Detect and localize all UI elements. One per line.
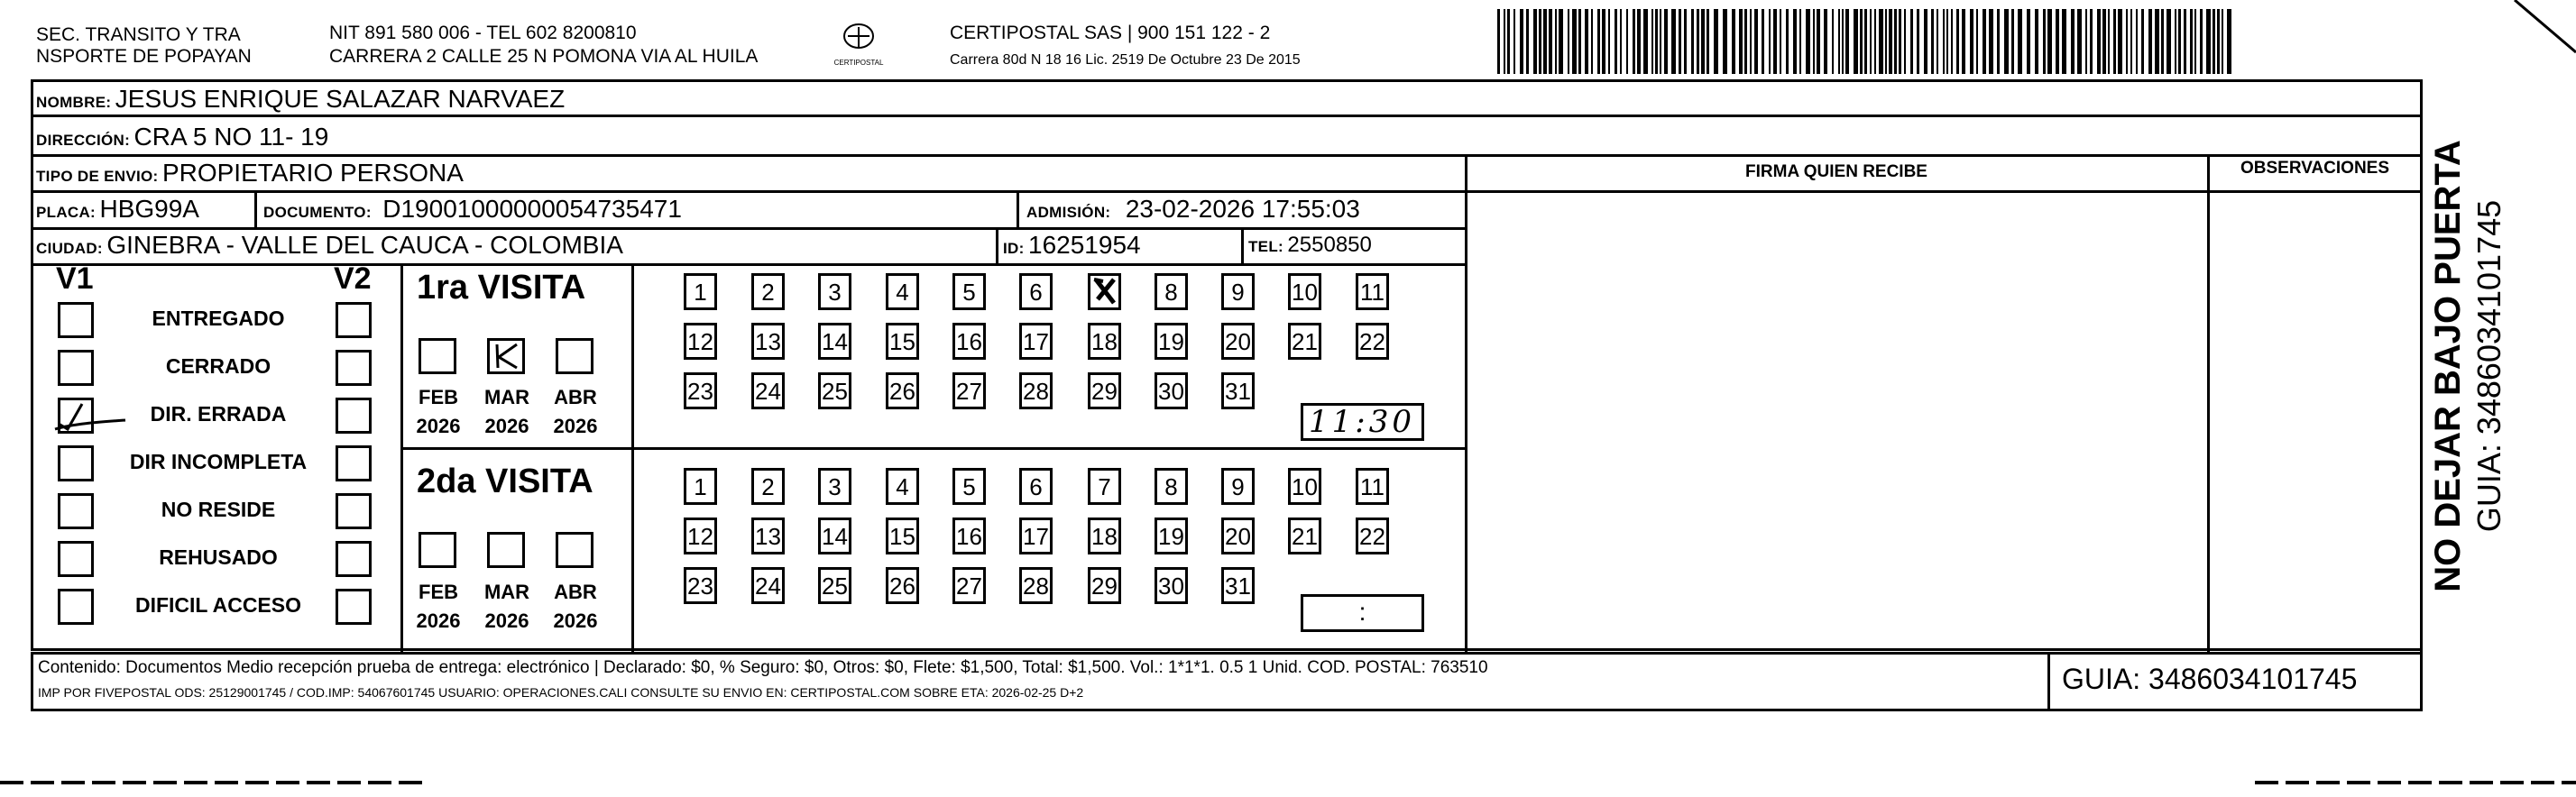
visit2-day-10[interactable]: 10 (1288, 468, 1321, 505)
barcode-bar (1924, 9, 1927, 74)
barcode-bar (2085, 9, 2087, 74)
barcode-bar (1732, 9, 1735, 74)
visit2-day-14[interactable]: 14 (818, 518, 851, 554)
barcode-bar (1744, 9, 1747, 74)
barcode-bar (1845, 9, 1849, 74)
v2-checkbox-dificil-acceso[interactable] (336, 589, 372, 625)
visit1-year-feb: 2026 (416, 415, 461, 437)
v2-label: V2 (334, 261, 372, 296)
barcode-bar (1842, 9, 1844, 74)
visit2-month-mar-box[interactable] (487, 532, 525, 568)
visit2-day-23[interactable]: 23 (684, 567, 717, 604)
barcode-bar (1679, 9, 1681, 74)
barcode-bar (1626, 9, 1628, 74)
visit2-day-15[interactable]: 15 (886, 518, 919, 554)
recipient-address: CRA 5 NO 11- 19 (133, 123, 329, 151)
visit2-month-mar-label: MAR (483, 581, 530, 603)
barcode-bar (1549, 9, 1552, 74)
barcode-bar (1513, 9, 1515, 74)
footer-guide-number: GUIA: 3486034101745 (2062, 663, 2358, 695)
barcode-bar (1543, 9, 1547, 74)
visit2-time-placeholder: : (1358, 598, 1366, 626)
v1-checkbox-dificil-acceso[interactable] (58, 589, 94, 625)
visit1-month-abr-box[interactable] (556, 338, 593, 374)
barcode-bar (1637, 9, 1641, 74)
visit2-year-abr: 2026 (553, 609, 598, 632)
visit1-day-19[interactable]: 19 (1155, 323, 1188, 360)
barcode-bar (1864, 9, 1867, 74)
barcode-bar (1504, 9, 1505, 74)
visit2-day-29[interactable]: 29 (1088, 567, 1121, 604)
barcode-bar (2190, 9, 2193, 74)
visit1-day-28[interactable]: 28 (1019, 372, 1053, 409)
barcode-bar (1697, 9, 1699, 74)
barcode-bar (1585, 9, 1588, 74)
visit2-day-6[interactable]: 6 (1019, 468, 1053, 505)
barcode-bar (2130, 9, 2132, 74)
reason-rehusado: REHUSADO (159, 545, 278, 569)
name-label: NOMBRE: (36, 94, 112, 111)
visit2-day-28[interactable]: 28 (1019, 567, 1053, 604)
barcode-bar (2175, 9, 2176, 74)
barcode-bar (2227, 9, 2231, 74)
city-cell (36, 231, 623, 264)
visit2-month-abr-label: ABR (554, 581, 597, 603)
barcode-bar (1555, 9, 1557, 74)
barcode-bar (1962, 9, 1965, 74)
barcode-bar (1879, 9, 1883, 74)
barcode-bar (1526, 9, 1529, 74)
barcode-bar (2043, 9, 2046, 74)
visit2-day-11[interactable]: 11 (1356, 468, 1389, 505)
visit1-month-mar-label: MAR (483, 386, 530, 408)
barcode-bar (2102, 9, 2106, 74)
barcode-bar (1813, 9, 1815, 74)
visit1-day-18[interactable]: 18 (1088, 323, 1121, 360)
logo-text: CERTIPOSTAL (834, 59, 884, 67)
visit1-day-1[interactable]: 1 (684, 273, 717, 310)
barcode-bar (2136, 9, 2138, 74)
visit1-day-5[interactable]: 5 (952, 273, 986, 310)
barcode-bar (1651, 9, 1653, 74)
barcode-bar (1874, 9, 1876, 74)
barcode-bar (1684, 9, 1687, 74)
visit2-day-13[interactable]: 13 (751, 518, 785, 554)
barcode-bar (1633, 9, 1635, 74)
visit2-day-22[interactable]: 22 (1356, 518, 1389, 554)
handwritten-k-mark-icon (490, 341, 522, 371)
visit2-day-31[interactable]: 31 (1221, 567, 1255, 604)
barcode-bar (1799, 9, 1801, 74)
barcode-bar (1773, 9, 1777, 74)
visit1-day-4[interactable]: 4 (886, 273, 919, 310)
barcode-bar (2077, 9, 2082, 74)
barcode-bar (1769, 9, 1771, 74)
barcode-bar (1578, 9, 1581, 74)
barcode-bar (2047, 9, 2052, 74)
v2-checkbox-rehusado[interactable] (336, 541, 372, 577)
visit2-day-5[interactable]: 5 (952, 468, 986, 505)
visit2-month-feb-box[interactable] (419, 532, 456, 568)
barcode-bar (2056, 9, 2059, 74)
city-label: CIUDAD: (36, 240, 103, 257)
visit1-day-12[interactable]: 12 (684, 323, 717, 360)
side-guide-number: GUIA: 3486034101745 (2470, 199, 2507, 533)
tel-number: 2550850 (1287, 233, 1372, 257)
visit1-day-13[interactable]: 13 (751, 323, 785, 360)
certipostal-logo (834, 18, 884, 70)
v1-checkbox-entregado[interactable] (58, 302, 94, 338)
barcode-bar (1597, 9, 1600, 74)
document-cell (263, 195, 682, 228)
visit2-day-26[interactable]: 26 (886, 567, 919, 604)
barcode-bar (1520, 9, 1523, 74)
barcode-bar (2184, 9, 2186, 74)
barcode-bar (1931, 9, 1934, 74)
barcode-bar (2090, 9, 2093, 74)
visit1-day-16[interactable]: 16 (952, 323, 986, 360)
observations-column-header: OBSERVACIONES (2240, 159, 2390, 178)
contents-line: Contenido: Documentos Medio recepción prueba de entrega: electrónico | Declarado: $0, % Seguro: $0, Otros: $0, Flete: $1,500, Total: $1,500. Vol.: 1*1*1. 0.5 1 Unid. COD. POSTAL: 763510 (38, 658, 1488, 677)
visit1-day-27[interactable]: 27 (952, 372, 986, 409)
barcode-bar (2071, 9, 2075, 74)
visit1-month-mar-box[interactable] (487, 338, 525, 374)
barcode-bar (2018, 9, 2022, 74)
id-cell (1003, 231, 1141, 264)
document-number: D19001000000054735471 (382, 195, 682, 223)
visit1-time-box[interactable] (1301, 403, 1424, 441)
barcode-bar (1838, 9, 1840, 74)
visit1-day-15[interactable]: 15 (886, 323, 919, 360)
visit2-day-1[interactable]: 1 (684, 468, 717, 505)
barcode-bar (2035, 9, 2038, 74)
visit1-day-8[interactable]: 8 (1155, 273, 1188, 310)
barcode-bar (1615, 9, 1617, 74)
reason-dir-errada: DIR. ERRADA (150, 402, 287, 426)
barcode-bar (1860, 9, 1863, 74)
visit2-day-2[interactable]: 2 (751, 468, 785, 505)
barcode-bar (1660, 9, 1661, 74)
barcode-bar (1568, 9, 1569, 74)
signature-column-header: FIRMA QUIEN RECIBE (1745, 162, 1927, 181)
city: GINEBRA - VALLE DEL CAUCA - COLOMBIA (106, 231, 623, 259)
visit2-day-12[interactable]: 12 (684, 518, 717, 554)
visit2-title: 2da VISITA (417, 463, 593, 500)
visit1-day-26[interactable]: 26 (886, 372, 919, 409)
v2-checkbox-dir-errada[interactable] (336, 398, 372, 434)
tear-line-left (0, 781, 424, 784)
visit2-day-3[interactable]: 3 (818, 468, 851, 505)
barcode-bar (1780, 9, 1781, 74)
barcode-bar (1956, 9, 1959, 74)
barcode-bar (2178, 9, 2181, 74)
v2-checkbox-dir-incompleta[interactable] (336, 445, 372, 481)
barcode-bar (1817, 9, 1820, 74)
license-line: Carrera 80d N 18 16 Lic. 2519 De Octubre 23 De 2015 (950, 52, 1301, 68)
visit2-month-feb-label: FEB (419, 581, 458, 603)
barcode-bar (1824, 9, 1827, 74)
barcode-bar (2118, 9, 2122, 74)
plate-cell (36, 195, 199, 228)
barcode-bar (1497, 9, 1500, 74)
visit1-day-30[interactable]: 30 (1155, 372, 1188, 409)
barcode-bar (2222, 9, 2223, 74)
visit2-day-7[interactable]: 7 (1088, 468, 1121, 505)
tel-label: TEL: (1248, 238, 1283, 255)
barcode-bar (2004, 9, 2009, 74)
barcode-bar (1894, 9, 1897, 74)
visit1-time-handwritten: 11:30 (1309, 404, 1415, 440)
barcode-bar (1946, 9, 1948, 74)
barcode-bar (1937, 9, 1938, 74)
barcode-bar (1602, 9, 1605, 74)
nit-line: NIT 891 580 006 - TEL 602 8200810 (329, 23, 637, 43)
barcode-bar (1707, 9, 1709, 74)
barcode-bar (1793, 9, 1797, 74)
visit2-day-16[interactable]: 16 (952, 518, 986, 554)
barcode-bar (1970, 9, 1973, 74)
reason-entregado: ENTREGADO (152, 307, 285, 330)
visit1-day-24[interactable]: 24 (751, 372, 785, 409)
visit2-day-8[interactable]: 8 (1155, 468, 1188, 505)
v2-checkbox-no-reside[interactable] (336, 493, 372, 529)
v1-checkbox-dir-incompleta[interactable] (58, 445, 94, 481)
admission-label: ADMISIÓN: (1026, 204, 1111, 221)
id-number: 16251954 (1028, 231, 1141, 259)
address-line: CARRERA 2 CALLE 25 N POMONA VIA AL HUILA (329, 46, 759, 67)
visit1-day-10[interactable]: 10 (1288, 273, 1321, 310)
visit2-day-9[interactable]: 9 (1221, 468, 1255, 505)
tel-cell (1248, 231, 1372, 262)
v2-checkbox-cerrado[interactable] (336, 350, 372, 386)
barcode-bar (1754, 9, 1758, 74)
barcode-bar (2206, 9, 2211, 74)
barcode-bar (2011, 9, 2014, 74)
barcode-bar (1620, 9, 1622, 74)
barcode-bar (1664, 9, 1668, 74)
barcode-bar (2167, 9, 2171, 74)
visit1-day-14[interactable]: 14 (818, 323, 851, 360)
visit1-year-abr: 2026 (553, 415, 598, 437)
visit1-day-7[interactable] (1088, 273, 1121, 310)
address-label: DIRECCIÓN: (36, 132, 131, 149)
barcode-bar (2148, 9, 2152, 74)
v1-checkbox-dir-errada[interactable] (58, 398, 94, 434)
visit1-day-2[interactable]: 2 (751, 273, 785, 310)
name-row (36, 85, 565, 118)
v1-checkbox-rehusado[interactable] (58, 541, 94, 577)
plate: HBG99A (99, 195, 199, 223)
barcode-bar (1806, 9, 1810, 74)
barcode-bar (1701, 9, 1705, 74)
visit2-year-feb: 2026 (416, 609, 461, 632)
barcode-bar (1854, 9, 1858, 74)
barcode-bar (2113, 9, 2116, 74)
barcode-bar (2027, 9, 2030, 74)
barcode-bar (1723, 9, 1727, 74)
barcode-bar (1762, 9, 1764, 74)
visit1-title: 1ra VISITA (417, 269, 586, 307)
send-type-label: TIPO DE ENVIO: (36, 168, 159, 185)
visit2-day-4[interactable]: 4 (886, 468, 919, 505)
admission-cell (1026, 195, 1360, 228)
handwritten-check-icon (55, 397, 109, 433)
document-label: DOCUMENTO: (263, 204, 372, 221)
visit1-day-6[interactable]: 6 (1019, 273, 1053, 310)
barcode-bar (1943, 9, 1945, 74)
visit1-day-20[interactable]: 20 (1221, 323, 1255, 360)
barcode-bar (1533, 9, 1537, 74)
barcode-bar (1889, 9, 1892, 74)
barcode-bar (1655, 9, 1658, 74)
barcode-bar (1559, 9, 1563, 74)
visit2-time-box[interactable] (1301, 594, 1424, 632)
visit2-month-abr-box[interactable] (556, 532, 593, 568)
visit1-day-25[interactable]: 25 (818, 372, 851, 409)
side-panel (2426, 78, 2511, 655)
barcode-bar (1591, 9, 1593, 74)
barcode-bar (1507, 9, 1510, 74)
barcode-graphic (1497, 9, 2237, 77)
visit2-day-17[interactable]: 17 (1019, 518, 1053, 554)
barcode-bar (1691, 9, 1694, 74)
barcode-bar (1976, 9, 1978, 74)
visit1-day-23[interactable]: 23 (684, 372, 717, 409)
reason-dificil-acceso: DIFICIL ACCESO (134, 593, 301, 617)
id-label: ID: (1003, 240, 1025, 257)
barcode-bar (1899, 9, 1901, 74)
tear-line-right (2255, 781, 2576, 784)
visit1-day-29[interactable]: 29 (1088, 372, 1121, 409)
visit2-day-21[interactable]: 21 (1288, 518, 1321, 554)
barcode-bar (1786, 9, 1789, 74)
visit1-day-9[interactable]: 9 (1221, 273, 1255, 310)
corner-fold (2489, 0, 2576, 54)
barcode-bar (2062, 9, 2066, 74)
barcode-bar (1885, 9, 1887, 74)
barcode-bar (1997, 9, 2000, 74)
barcode-bar (1739, 9, 1743, 74)
visit2-day-18[interactable]: 18 (1088, 518, 1121, 554)
address-row (36, 123, 328, 156)
company-line: CERTIPOSTAL SAS | 900 151 122 - 2 (950, 23, 1271, 43)
visit2-day-24[interactable]: 24 (751, 567, 785, 604)
barcode-bar (2126, 9, 2128, 74)
barcode-bar (2141, 9, 2144, 74)
barcode-bar (1870, 9, 1872, 74)
barcode-bar (1983, 9, 1986, 74)
send-type: PROPIETARIO PERSONA (161, 159, 464, 187)
visit1-day-17[interactable]: 17 (1019, 323, 1053, 360)
visit2-day-30[interactable]: 30 (1155, 567, 1188, 604)
barcode-bar (1750, 9, 1752, 74)
visit2-year-mar: 2026 (484, 609, 529, 632)
visit1-year-mar: 2026 (484, 415, 529, 437)
barcode-bar (1671, 9, 1676, 74)
barcode-bar (1539, 9, 1541, 74)
reason-dir-incompleta: DIR INCOMPLETA (129, 450, 308, 473)
v1-checkbox-cerrado[interactable] (58, 350, 94, 386)
barcode-bar (2217, 9, 2220, 74)
barcode-bar (1714, 9, 1718, 74)
barcode-bar (1904, 9, 1906, 74)
send-type-row (36, 159, 464, 192)
print-line: IMP POR FIVEPOSTAL ODS: 25129001745 / COD.IMP: 54067601745 USUARIO: OPERACIONES.CALI CONSULTE SU ENVIO EN: CERTIPOSTAL.COM SOBRE ETA: 2026-02-25 D+2 (38, 685, 1084, 700)
sender-line-2: NSPORTE DE POPAYAN (36, 46, 252, 67)
barcode-bar (2161, 9, 2164, 74)
barcode-bar (2213, 9, 2215, 74)
barcode-bar (1917, 9, 1919, 74)
v1-label: V1 (56, 261, 94, 296)
barcode-bar (1910, 9, 1913, 74)
barcode-bar (1608, 9, 1610, 74)
barcode-bar (2108, 9, 2110, 74)
barcode (1497, 9, 2237, 77)
reason-no-reside: NO RESIDE (161, 498, 276, 521)
handwritten-x-mark-icon (1090, 276, 1118, 307)
side-warning: NO DEJAR BAJO PUERTA (2428, 140, 2468, 592)
reason-cerrado: CERRADO (165, 354, 271, 378)
barcode-bar (2155, 9, 2159, 74)
v1-checkbox-no-reside[interactable] (58, 493, 94, 529)
v2-checkbox-entregado[interactable] (336, 302, 372, 338)
barcode-bar (2200, 9, 2203, 74)
barcode-bar (1572, 9, 1577, 74)
visit1-day-11[interactable]: 11 (1356, 273, 1389, 310)
visit1-day-3[interactable]: 3 (818, 273, 851, 310)
visit2-day-20[interactable]: 20 (1221, 518, 1255, 554)
recipient-name: JESUS ENRIQUE SALAZAR NARVAEZ (115, 85, 566, 113)
visit2-day-27[interactable]: 27 (952, 567, 986, 604)
visit1-day-31[interactable]: 31 (1221, 372, 1255, 409)
barcode-bar (2194, 9, 2196, 74)
barcode-bar (1643, 9, 1648, 74)
visit1-month-feb-box[interactable] (419, 338, 456, 374)
visit1-day-21[interactable]: 21 (1288, 323, 1321, 360)
visit1-day-22[interactable]: 22 (1356, 323, 1389, 360)
visit1-month-feb-label: FEB (419, 386, 458, 408)
barcode-bar (1989, 9, 1993, 74)
barcode-bar (2097, 9, 2101, 74)
plate-label: PLACA: (36, 204, 97, 221)
visit2-day-19[interactable]: 19 (1155, 518, 1188, 554)
barcode-bar (1832, 9, 1834, 74)
sender-line-1: SEC. TRANSITO Y TRA (36, 24, 241, 45)
admission-datetime: 23-02-2026 17:55:03 (1125, 195, 1360, 223)
visit1-month-abr-label: ABR (554, 386, 597, 408)
barcode-bar (1951, 9, 1953, 74)
visit2-day-25[interactable]: 25 (818, 567, 851, 604)
